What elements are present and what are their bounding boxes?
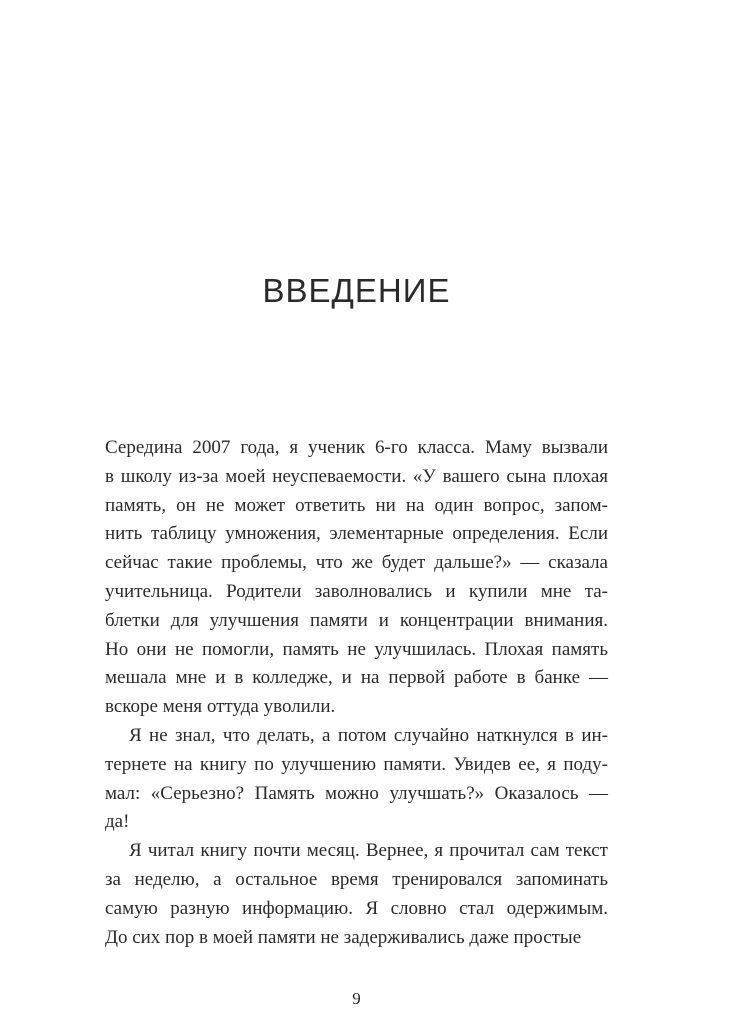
text-line: мешала мне и в колледже, и на первой работе в банке —: [105, 667, 608, 689]
chapter-title: ВВЕДЕНИЕ: [262, 272, 451, 310]
body-text: [105, 434, 608, 952]
text-line: блетки для улучшения памяти и концентрации внимания.: [105, 609, 608, 631]
text-line: учительница. Родители заволновались и купили мне та-: [105, 580, 608, 602]
text-line: нить таблицу умножения, элементарные определения. Если: [105, 523, 608, 545]
text-line: Я читал книгу почти месяц. Вернее, я прочитал сам текст: [129, 840, 608, 862]
text-line: тернете на книгу по улучшению памяти. Увидев ее, я поду-: [105, 753, 608, 775]
text-line: Я не знал, что делать, а потом случайно наткнулся в ин-: [129, 724, 608, 746]
text-line: самую разную информацию. Я словно стал одержимым.: [105, 897, 608, 919]
text-line: в школу из-за моей неуспеваемости. «У вашего сына плохая: [105, 465, 608, 487]
paragraph: [105, 434, 608, 722]
text-line: Но они не помогли, память не улучшилась. Плохая память: [105, 638, 608, 660]
text-line: сейчас такие проблемы, что же будет дальше?» — сказала: [105, 552, 608, 574]
text-line: память, он не может ответить ни на один вопрос, запом-: [105, 494, 608, 516]
paragraph: [105, 722, 608, 837]
paragraph: [105, 837, 608, 952]
text-line: да!: [105, 811, 130, 833]
text-line: вскоре меня оттуда уволили.: [105, 696, 336, 718]
page-number: 9: [352, 989, 361, 1008]
text-line: До сих пор в моей памяти не задерживались даже простые: [105, 926, 582, 948]
text-line: Середина 2007 года, я ученик 6-го класса. Маму вызвали: [105, 437, 608, 458]
text-line: за неделю, а остальное время тренировался запоминать: [105, 868, 608, 890]
text-line: мал: «Серьезно? Память можно улучшать?» Оказалось —: [105, 782, 608, 804]
